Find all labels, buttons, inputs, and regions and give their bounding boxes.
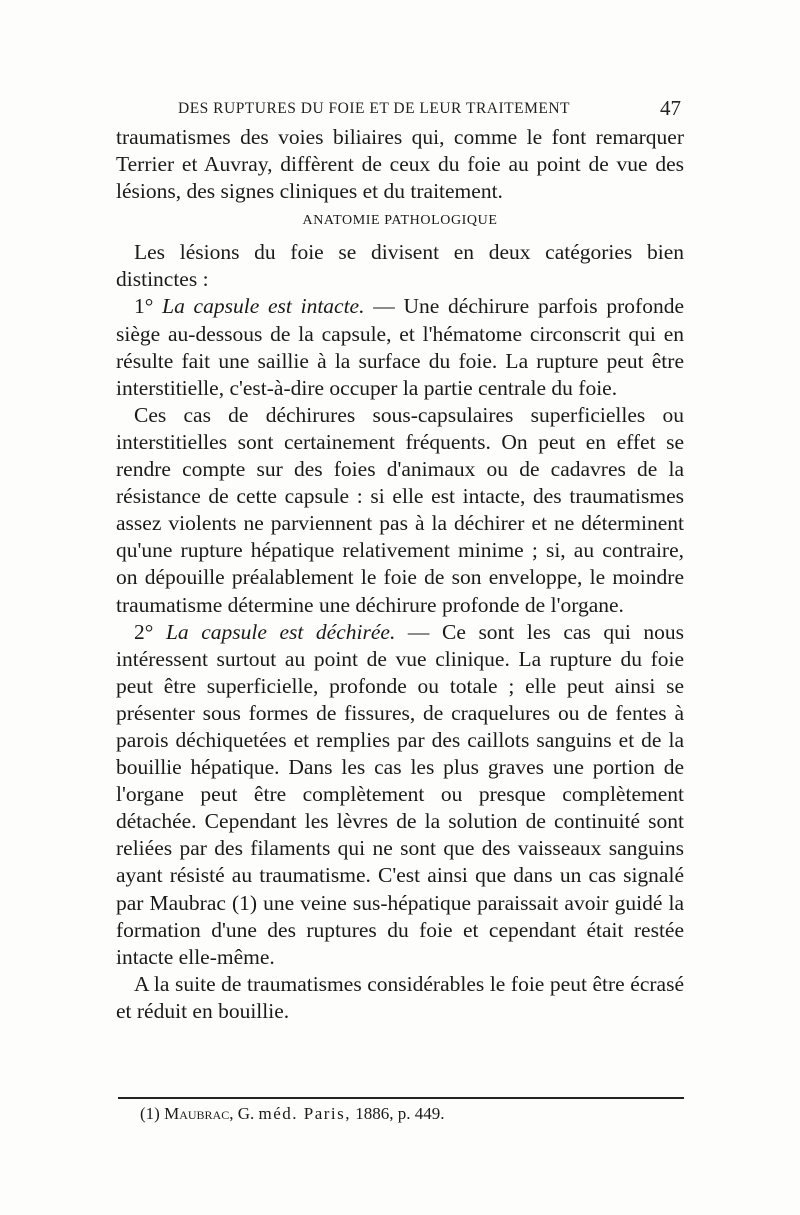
footnote-marker: (1) [140, 1104, 160, 1123]
item-2-title: La capsule est déchirée. [165, 619, 396, 644]
item-2-number: 2° [134, 619, 154, 644]
running-title: DES RUPTURES DU FOIE ET DE LEUR TRAITEMENT [178, 100, 570, 117]
footnote-citation: 1886, p. 449. [355, 1104, 445, 1123]
paragraph-item-2 [116, 619, 684, 971]
footnote-author: Maubrac, G. [164, 1104, 255, 1123]
footnote-divider [118, 1097, 684, 1099]
footnote-journal: méd. Paris, [258, 1104, 352, 1123]
page-number: 47 [660, 96, 681, 120]
section-heading: ANATOMIE PATHOLOGIQUE [302, 213, 498, 229]
item-1-number: 1° [134, 294, 154, 319]
paragraph-cases: Ces cas de déchirures sous-capsulaires superficielles ou interstitielles sont certainement fréquents. On peut en effet se rendre compte sur des foies d'animaux ou de cadavres de la résistance de cette capsule : si elle est intacte, des traumatismes assez violents ne parviennent pas à la déchirer et ne déterminent qu'une rupture hépatique relativement minime ; si, au contraire, on dépouille préalablement le foie de son enveloppe, le moindre traumatisme détermine une déchirure profonde de l'organe. [116, 402, 684, 617]
item-1-title: La capsule est intacte. [162, 294, 365, 319]
paragraph-item-1 [116, 293, 684, 401]
item-2-text: — Ce sont les cas qui nous intéressent surtout au point de vue clinique. La rupture du foie peut être superficielle, profonde ou totale ; elle peut ainsi se présenter sous formes de fissures, de craquelures ou de fentes à parois déchiquetées et remplies par des caillots sanguins et de la bouillie hépatique. Dans les cas les plus graves une portion de l'organe peut être complètement ou presque complètement détachée. Cependant les lèvres de la solution de continuité sont reliées par des filaments qui ne sont que des vaisseaux sanguins ayant résisté au traumatisme. C'est ainsi que dans un cas signalé par Maubrac (1) une veine sus-hépatique paraissait avoir guidé la formation d'une des ruptures du foie et cependant était restée intacte elle-même. [116, 619, 685, 969]
item-1-text: — Une déchirure parfois profonde siège au-dessous de la capsule, et l'hématome circonscrit qui en résulte fait une saillie à la surface du foie. La rupture peut être interstitielle, c'est-à-dire occuper la partie centrale du foie. [116, 294, 685, 400]
footnote [140, 1104, 445, 1124]
paragraph-intro: traumatismes des voies biliaires qui, comme le font remarquer Terrier et Auvray, diffèrent de ceux du foie au point de vue des lésions, des signes cliniques et du traitement. [116, 125, 684, 204]
body-text [116, 124, 684, 1025]
paragraph-categories: Les lésions du foie se divisent en deux catégories bien distinctes : [116, 240, 684, 292]
paragraph-final: A la suite de traumatismes considérables le foie peut être écrasé et réduit en bouillie. [116, 971, 684, 1023]
